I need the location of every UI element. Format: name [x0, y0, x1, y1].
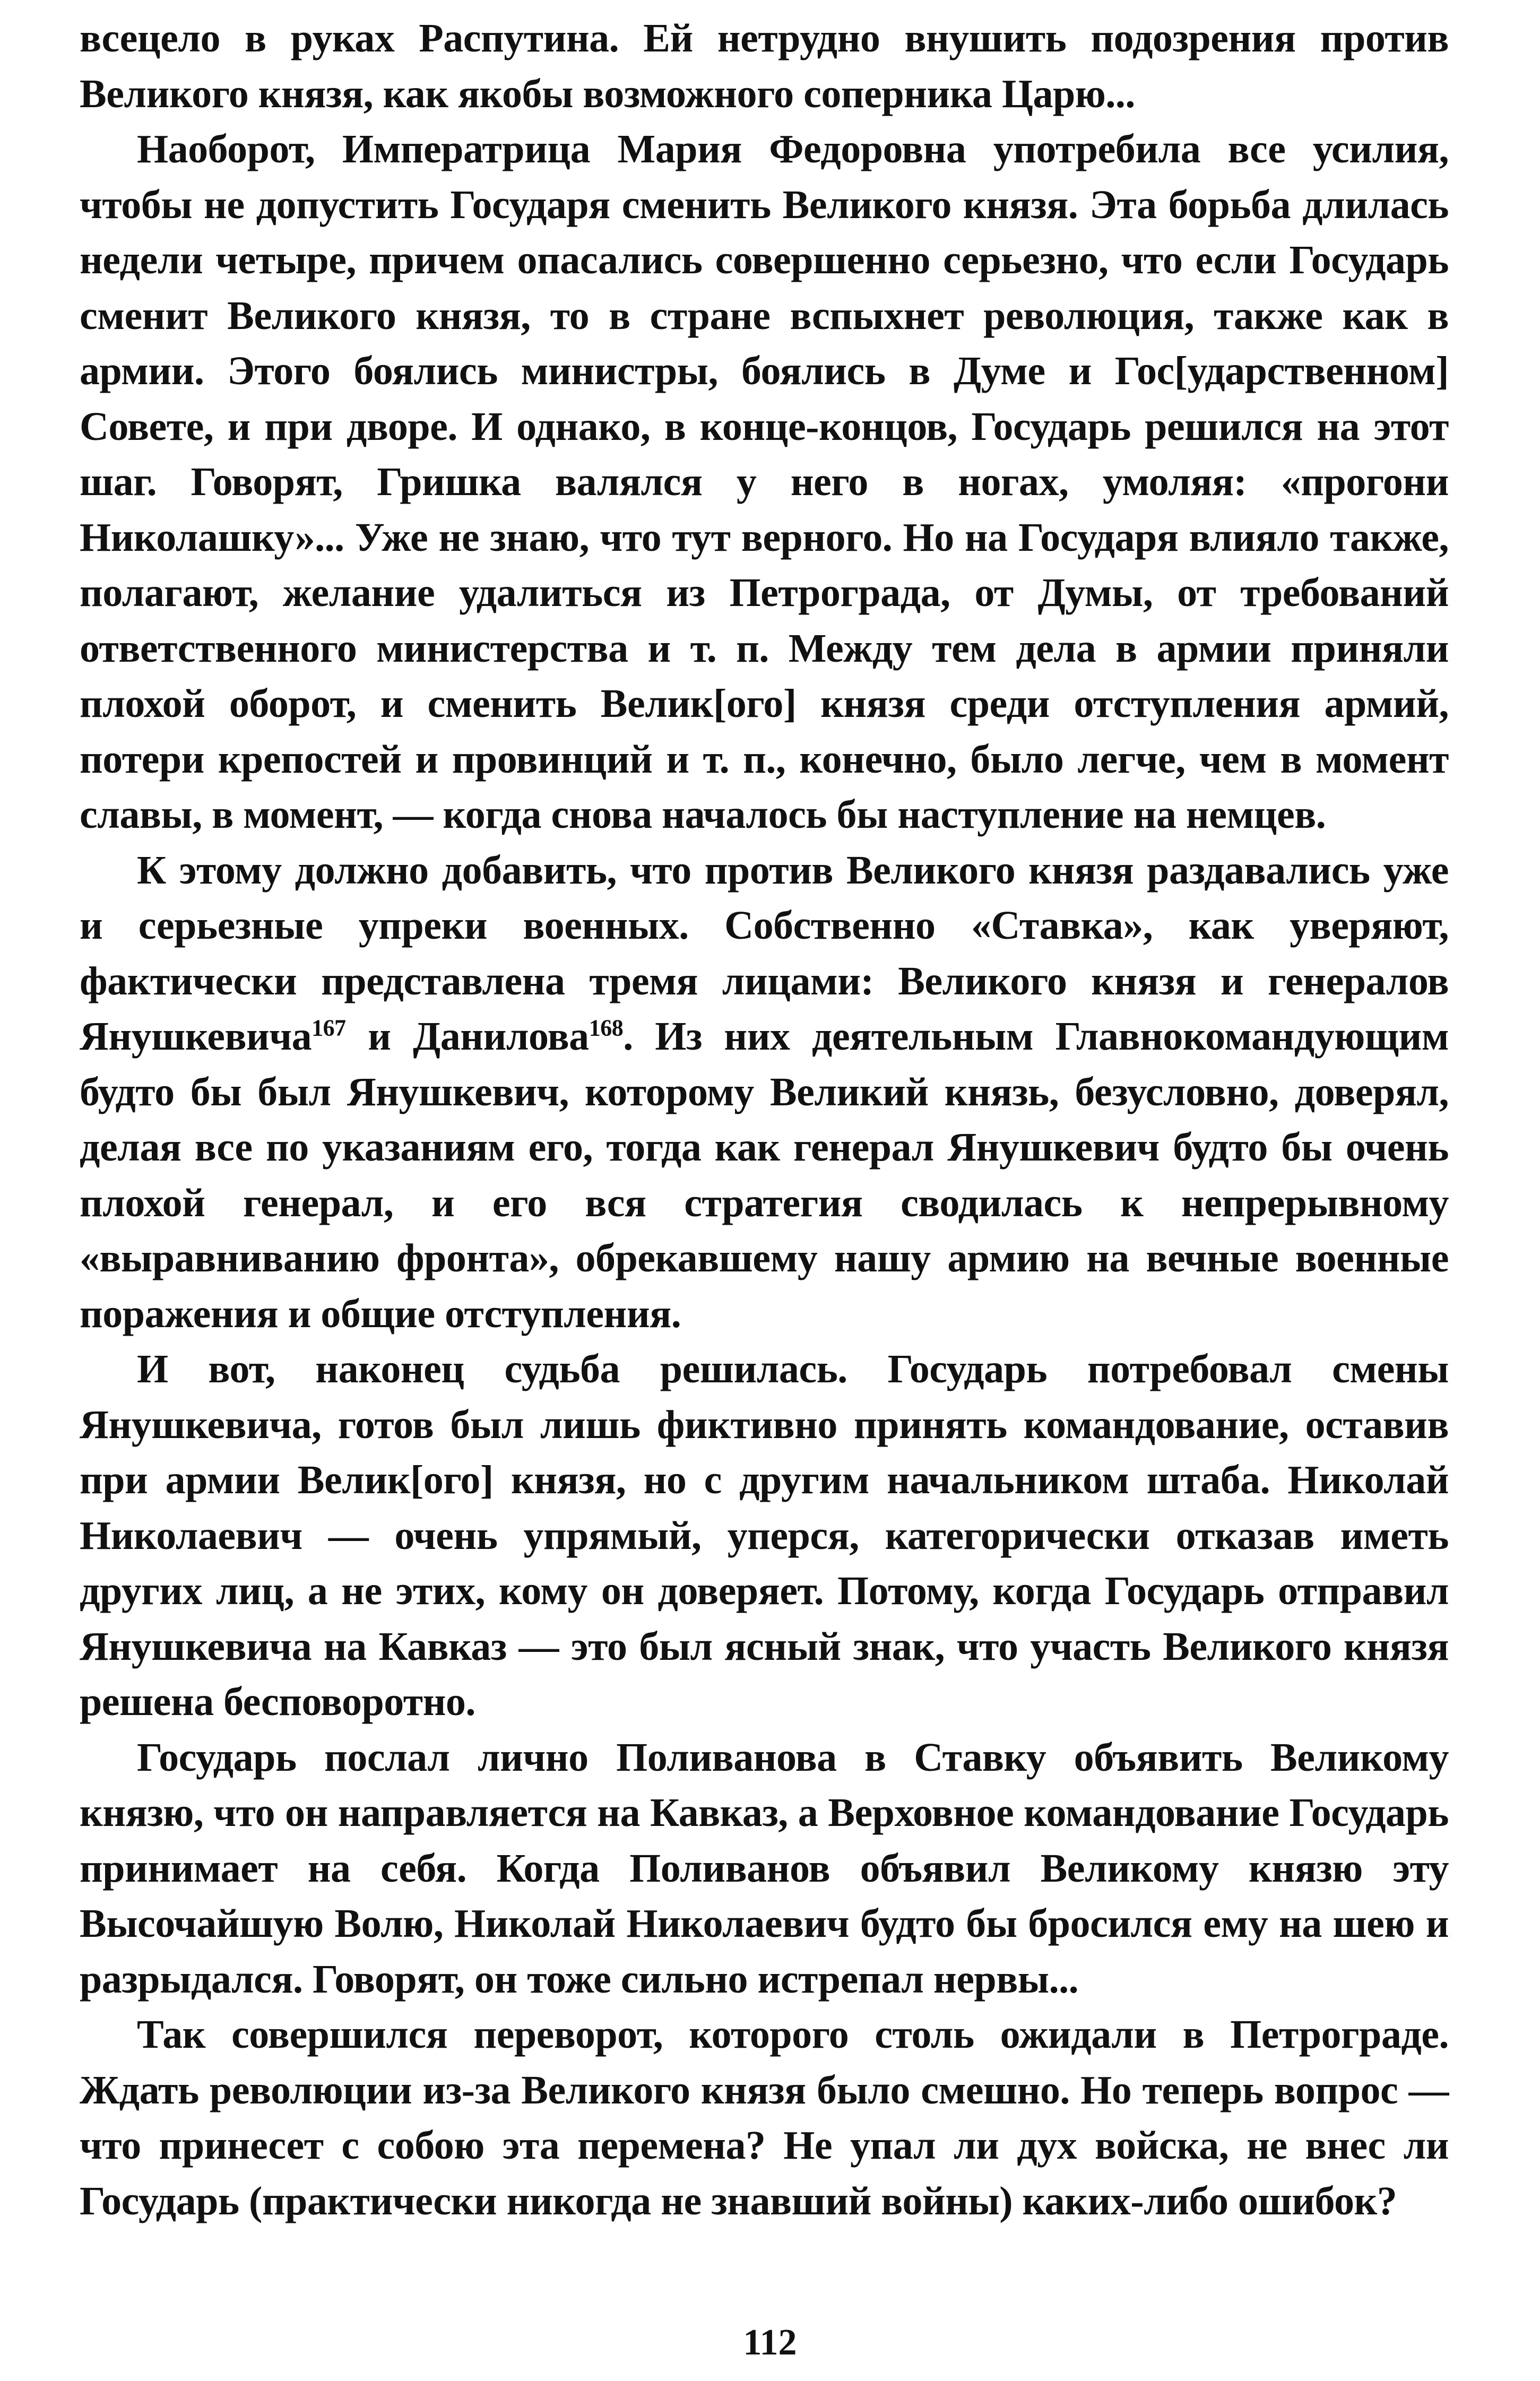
paragraph-with-footnotes: [80, 843, 1449, 1342]
book-page: [80, 11, 1449, 2292]
paragraph: Государь послал лично Поливанова в Ставку объявить Великому князю, что он направляется на Кавказ, а Верховное командование Государь принимает на себя. Когда Поливанов объявил Великому князю эту Высочайшую Волю, Николай Николаевич будто бы бросился ему на шею и разрыдался. Говорят, он тоже сильно истрепал нервы...: [80, 1735, 1449, 2002]
footnote-marker[interactable]: 167: [312, 1015, 346, 1041]
footnote-marker[interactable]: 168: [589, 1015, 624, 1041]
page-number: 112: [743, 2322, 797, 2363]
paragraph-text: и Данилова: [345, 1014, 589, 1059]
paragraph-text: . Из них деятельным Главнокомандующим будто бы был Янушкевич, которому Великий князь, безусловно, доверял, делая все по указаниям его, тогда как генерал Янушкевич будто бы очень плохой генерал, и его вся стратегия сводилась к непрерывному «выравниванию фронта», обрекавшему нашу армию на вечные военные поражения и общие отступления.: [80, 1014, 1449, 1336]
paragraph: Наоборот, Императрица Мария Федоровна употребила все усилия, чтобы не допустить Государя сменить Великого князя. Эта борьба длилась недели четыре, причем опасались совершенно серьезно, что если Государь сменит Великого князя, то в стране вспыхнет революция, также как в армии. Этого боялись министры, боялись в Думе и Гос[ударственном] Совете, и при дворе. И однако, в конце-концов, Государь решился на этот шаг. Говорят, Гришка валялся у него в ногах, умоляя: «прогони Николашку»... Уже не знаю, что тут верного. Но на Государя влияло также, полагают, желание удалиться из Петрограда, от Думы, от требований ответственного министерства и т. п. Между тем дела в армии приняли плохой оборот, и сменить Велик[ого] князя среди отступления армий, потери крепостей и провинций и т. п., конечно, было легче, чем в момент славы, в момент, — когда снова началось бы наступление на немцев.: [80, 127, 1449, 837]
paragraph-text: К этому должно добавить, что против Великого князя раздавались уже и серьезные упреки военных. Собственно «Ставка», как уверяют, фактически представлена тремя лицами: Великого князя и генералов Янушкевича: [80, 847, 1449, 1059]
paragraph: всецело в руках Распутина. Ей нетрудно внушить подозрения против Великого князя, как якобы возможного соперника Царю...: [80, 16, 1449, 116]
paragraph: И вот, наконец судьба решилась. Государь потребовал смены Янушкевича, готов был лишь фиктивно принять командование, оставив при армии Велик[ого] князя, но с другим начальником штаба. Николай Николаевич — очень упрямый, уперся, категорически отказав иметь других лиц, а не этих, кому он доверяет. Потому, когда Государь отправил Янушкевича на Кавказ — это был ясный знак, что участь Великого князя решена бесповоротно.: [80, 1347, 1449, 1724]
paragraph: Так совершился переворот, которого столь ожидали в Петрограде. Ждать революции из-за Великого князя было смешно. Но теперь вопрос — что принесет с собою эта перемена? Не упал ли дух войска, не внес ли Государь (практически никогда не знавший войны) каких-либо ошибок?: [80, 2012, 1449, 2223]
